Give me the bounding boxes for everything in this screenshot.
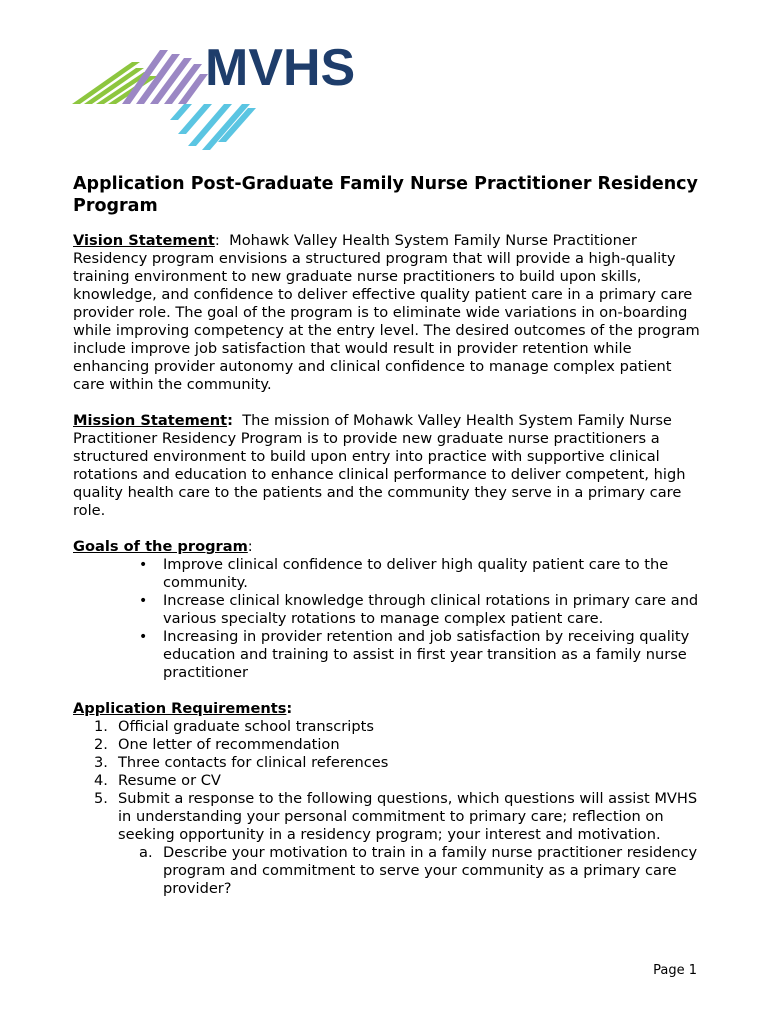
document-title: Application Post-Graduate Family Nurse Practitioner Residency Program — [73, 174, 698, 216]
vision-paragraph — [73, 232, 703, 394]
requirements-list — [73, 718, 703, 898]
goals-label: Goals of the program — [73, 538, 248, 555]
item-text: Three contacts for clinical references — [118, 754, 389, 771]
mission-text: The mission of Mohawk Valley Health System Family Nurse Practitioner Residency Program is to provide new graduate nurse practitioners a structured environment to build upon entry into practice with supportive clinical rotations and education to enhance clinical performance to deliver competent, high quality health care to the patients and the community they serve in a primary care role. — [73, 412, 686, 519]
item-number: 1. — [94, 718, 108, 735]
mission-sep: : — [227, 412, 233, 429]
list-item: • Improve clinical confidence to deliver high quality patient care to the community. — [163, 556, 703, 592]
list-item — [94, 790, 703, 898]
item-text: Official graduate school transcripts — [118, 718, 374, 735]
vision-label: Vision Statement — [73, 232, 215, 249]
requirements-heading — [73, 700, 703, 718]
requirements-sep: : — [286, 700, 293, 717]
item-number: 5. — [94, 790, 108, 807]
list-item — [94, 754, 703, 772]
item-text: Resume or CV — [118, 772, 221, 789]
item-number: 3. — [94, 754, 108, 771]
list-item — [94, 718, 703, 736]
requirements-label: Application Requirements — [73, 700, 287, 717]
list-item — [94, 736, 703, 754]
list-item — [139, 844, 703, 898]
vision-text: Mohawk Valley Health System Family Nurse Practitioner Residency program envisions a structured program that will provide a high-quality training environment to new graduate nurse practitioners to build upon skills, knowledge, and confidence to deliver effective quality patient care in a primary care provider role. The goal of the program is to eliminate wide variations in on-boarding while improving competency at the entry level. The desired outcomes of the program include improve job satisfaction that would result in provider retention while enhancing provider autonomy and clinical confidence to manage complex patient care within the community. — [73, 232, 700, 393]
goals-section — [73, 538, 703, 682]
goals-sep: : — [247, 538, 253, 555]
item-number: 2. — [94, 736, 108, 753]
vision-sep: : — [214, 232, 220, 249]
item-letter: a. — [139, 844, 153, 861]
question-list — [118, 844, 703, 898]
item-number: 4. — [94, 772, 108, 789]
mvhs-logo — [70, 38, 370, 153]
item-text: One letter of recommendation — [118, 736, 340, 753]
list-item — [94, 772, 703, 790]
item-text: Describe your motivation to train in a family nurse practitioner residency program and commitment to serve your community as a primary care provider? — [163, 844, 698, 897]
list-item: • Increasing in provider retention and job satisfaction by receiving quality education and training to assist in first year transition as a family nurse practitioner — [163, 628, 703, 682]
goals-heading — [73, 538, 703, 556]
item-text: Submit a response to the following questions, which questions will assist MVHS in understanding your personal commitment to primary care; reflection on seeking opportunity in a residency program; your interest and motivation. — [118, 790, 698, 843]
requirements-section — [73, 700, 703, 898]
mvhs-logo-mark — [70, 38, 370, 153]
list-item: • Increase clinical knowledge through clinical rotations in primary care and various specialty rotations to manage complex patient care. — [163, 592, 703, 628]
document-body — [73, 173, 703, 898]
mission-paragraph — [73, 412, 703, 520]
goals-list — [73, 556, 703, 682]
mission-label: Mission Statement — [73, 412, 228, 429]
logo-text: MVHS — [205, 39, 356, 97]
page-number: Page 1 — [653, 963, 697, 978]
